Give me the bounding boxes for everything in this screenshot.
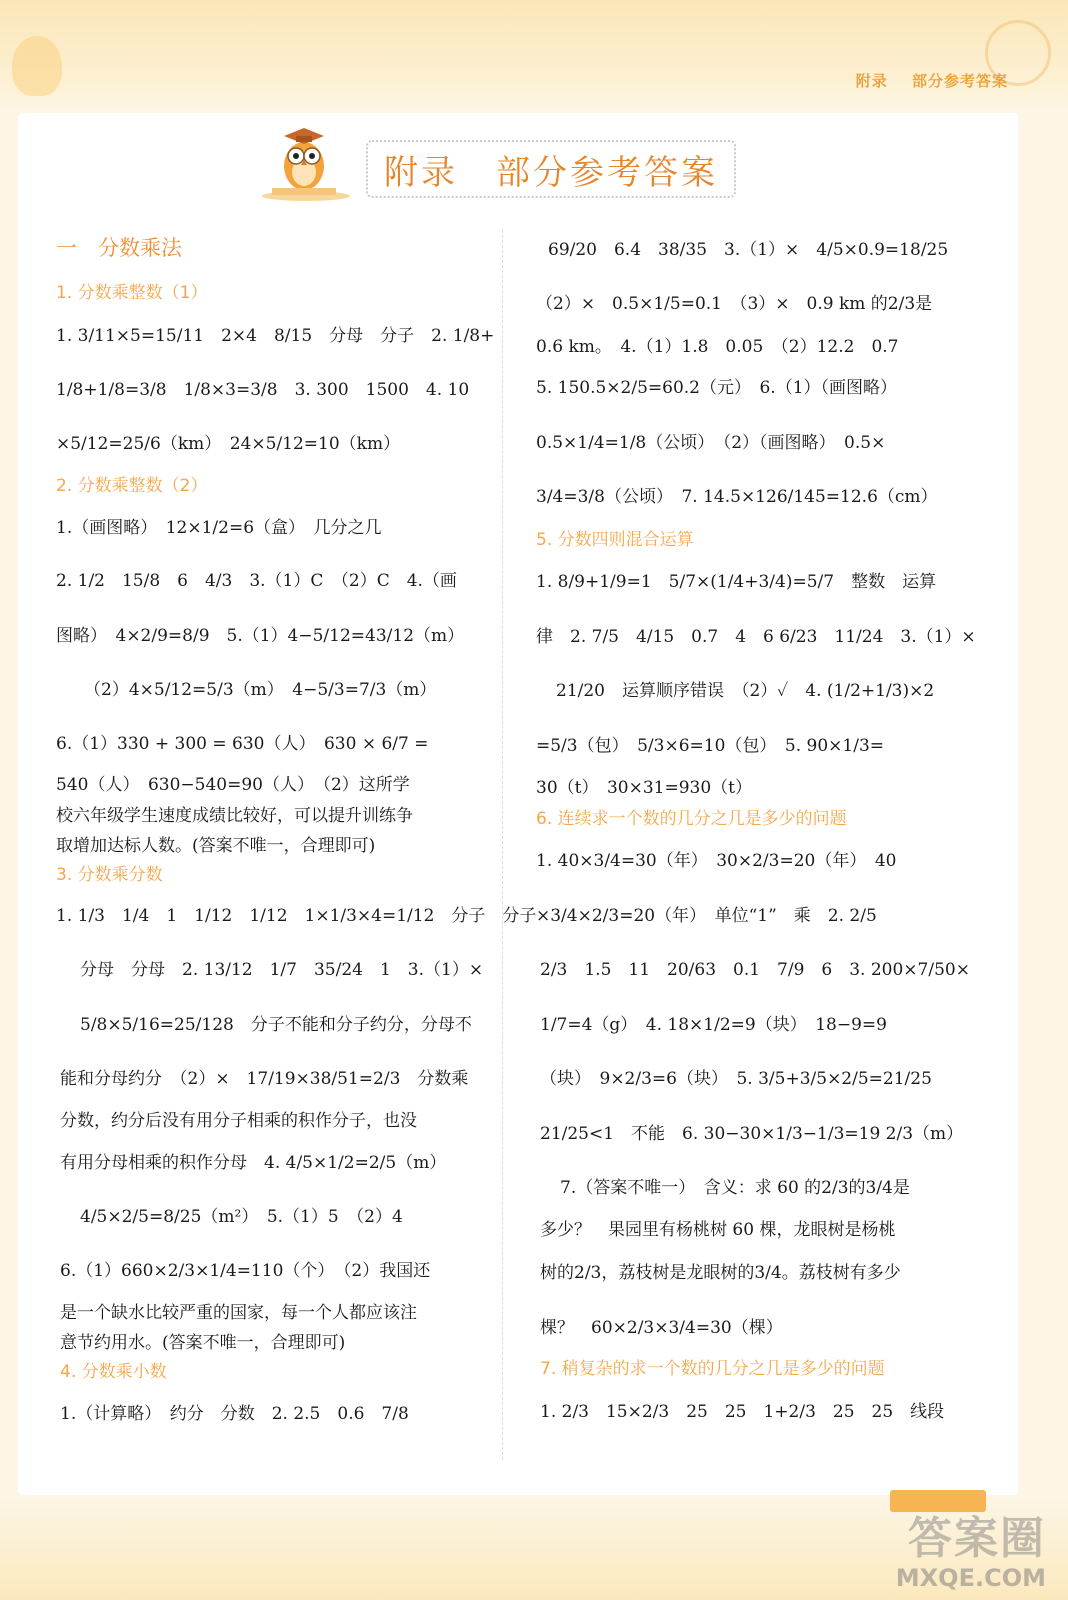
answer-line: 5. 150.5×2/5=60.2（元） 6.（1）（画图略） (536, 378, 898, 398)
answer-line: 2/3 1.5 11 20/63 0.1 7/9 6 3. 200×7/50× (540, 960, 970, 980)
answer-line: 7.（答案不唯一） 含义：求 60 的2/3的3/4是 (560, 1178, 910, 1198)
answer-line: =5/3（包） 5/3×6=10（包） 5. 90×1/3= (536, 736, 885, 756)
page-title (366, 140, 736, 198)
answer-line: 5/8×5/16=25/128 分子不能和分子约分，分母不 (80, 1015, 472, 1035)
top-banner (0, 0, 1068, 112)
answer-line: 棵？ 60×2/3×3/4=30（棵） (540, 1318, 783, 1338)
answer-line: ×5/12=25/6（km） 24×5/12=10（km） (56, 434, 401, 454)
watermark-url: MXQE.COM (895, 1564, 1046, 1592)
section-heading-5: 5. 分数四则混合运算 (536, 530, 694, 550)
answer-line: 21/20 运算顺序错误 （2）✓ 4. (1/2+1/3)×2 (556, 681, 935, 701)
answer-line: 有用分母相乘的积作分母 4. 4/5×1/2=2/5（m） (60, 1153, 447, 1173)
section-heading-4: 4. 分数乘小数 (60, 1362, 167, 1382)
answer-line: 树的2/3，荔枝树是龙眼树的3/4。荔枝树有多少 (540, 1263, 901, 1283)
answer-line: 2. 1/2 15/8 6 4/3 3.（1）C （2）C 4.（画 (56, 571, 457, 591)
answer-line: 1. 2/3 15×2/3 25 25 1+2/3 25 25 线段 (540, 1402, 945, 1422)
answer-line: 0.6 km。 4.（1）1.8 0.05 （2）12.2 0.7 (536, 337, 899, 357)
section-heading-6: 6. 连续求一个数的几分之几是多少的问题 (536, 809, 847, 829)
answer-page (18, 113, 1018, 1495)
answer-line: 21/25<1 不能 6. 30−30×1/3−1/3=19 2/3（m） (540, 1124, 964, 1144)
watermark-logo: 答案圈 (908, 1513, 1046, 1564)
column-divider (502, 230, 503, 1460)
answer-line: 1. 3/11×5=15/11 2×4 8/15 分母 分子 2. 1/8+ (56, 326, 495, 346)
section-heading-7: 7. 稍复杂的求一个数的几分之几是多少的问题 (540, 1359, 885, 1379)
header-breadcrumb (838, 70, 1008, 91)
answer-line: 校六年级学生速度成绩比较好，可以提升训练争 (56, 806, 413, 826)
answer-line: 图略） 4×2/9=8/9 5.（1）4−5/12=43/12（m） (56, 626, 465, 646)
title-appendix: 附录 (384, 152, 458, 193)
answer-line: 540（人） 630−540=90（人） （2）这所学 (56, 775, 410, 795)
answer-line: 6.（1）330 + 300 = 630（人） 630 × 6/7 = (56, 734, 429, 754)
answer-line: 多少？ 果园里有杨桃树 60 棵，龙眼树是杨桃 (540, 1220, 896, 1240)
breadcrumb-appendix: 附录 (855, 72, 888, 90)
answer-line: 3/4=3/8（公顷） 7. 14.5×126/145=12.6（cm） (536, 487, 938, 507)
answer-line: 1. 1/3 1/4 1 1/12 1/12 1×1/3×4=1/12 分子 分子 (56, 906, 537, 926)
chapter-heading: 一 分数乘法 (56, 236, 182, 260)
answer-line: 1.（计算略） 约分 分数 2. 2.5 0.6 7/8 (60, 1404, 409, 1424)
answer-line: 0.5×1/4=1/8（公顷） （2）（画图略） 0.5× (536, 433, 886, 453)
section-heading-3: 3. 分数乘分数 (56, 865, 163, 885)
answer-line: 能和分母约分 （2）× 17/19×38/51=2/3 分数乘 (60, 1069, 469, 1089)
answer-line: （块） 9×2/3=6（块） 5. 3/5+3/5×2/5=21/25 (540, 1069, 932, 1089)
answer-line: 1. 8/9+1/9=1 5/7×(1/4+3/4)=5/7 整数 运算 (536, 572, 937, 592)
answer-line: 4/5×2/5=8/25（m²） 5.（1）5 （2）4 (80, 1207, 403, 1227)
answer-line: 6.（1）660×2/3×1/4=110（个） （2）我国还 (60, 1261, 431, 1281)
answer-line: （2）4×5/12=5/3（m） 4−5/3=7/3（m） (84, 680, 437, 700)
answer-line: 1/8+1/8=3/8 1/8×3=3/8 3. 300 1500 4. 10 (56, 380, 470, 400)
title-answers: 部分参考答案 (496, 152, 718, 193)
owl-mascot-icon (258, 118, 354, 202)
lightbulb-decoration (12, 36, 62, 96)
answer-line: 意节约用水。(答案不唯一，合理即可) (60, 1333, 346, 1353)
section-heading-2: 2. 分数乘整数（2） (56, 476, 208, 496)
answer-line: （2）× 0.5×1/5=0.1 （3）× 0.9 km 的2/3是 (536, 294, 933, 314)
answer-line: 69/20 6.4 38/35 3.（1）× 4/5×0.9=18/25 (548, 240, 949, 260)
answer-line: 分母 分母 2. 13/12 1/7 35/24 1 3.（1）× (80, 960, 484, 980)
answer-line: 1.（画图略） 12×1/2=6（盒） 几分之几 (56, 518, 382, 538)
answer-line: 30（t） 30×31=930（t） (536, 778, 752, 798)
answer-line: 分数，约分后没有用分子相乘的积作分子，也没 (60, 1111, 417, 1131)
answer-line: 律 2. 7/5 4/15 0.7 4 6 6/23 11/24 3.（1）× (536, 627, 976, 647)
section-heading-1: 1. 分数乘整数（1） (56, 283, 208, 303)
breadcrumb-answers: 部分参考答案 (911, 72, 1008, 90)
answer-line: 1/7=4（g） 4. 18×1/2=9（块） 18−9=9 (540, 1015, 887, 1035)
answer-line: 1. 40×3/4=30（年） 30×2/3=20（年） 40 (536, 851, 897, 871)
answer-line: ×3/4×2/3=20（年） 单位“1” 乘 2. 2/5 (536, 906, 877, 926)
answer-line: 取增加达标人数。(答案不唯一，合理即可) (56, 836, 376, 856)
answer-line: 是一个缺水比较严重的国家，每一个人都应该注 (60, 1303, 417, 1323)
